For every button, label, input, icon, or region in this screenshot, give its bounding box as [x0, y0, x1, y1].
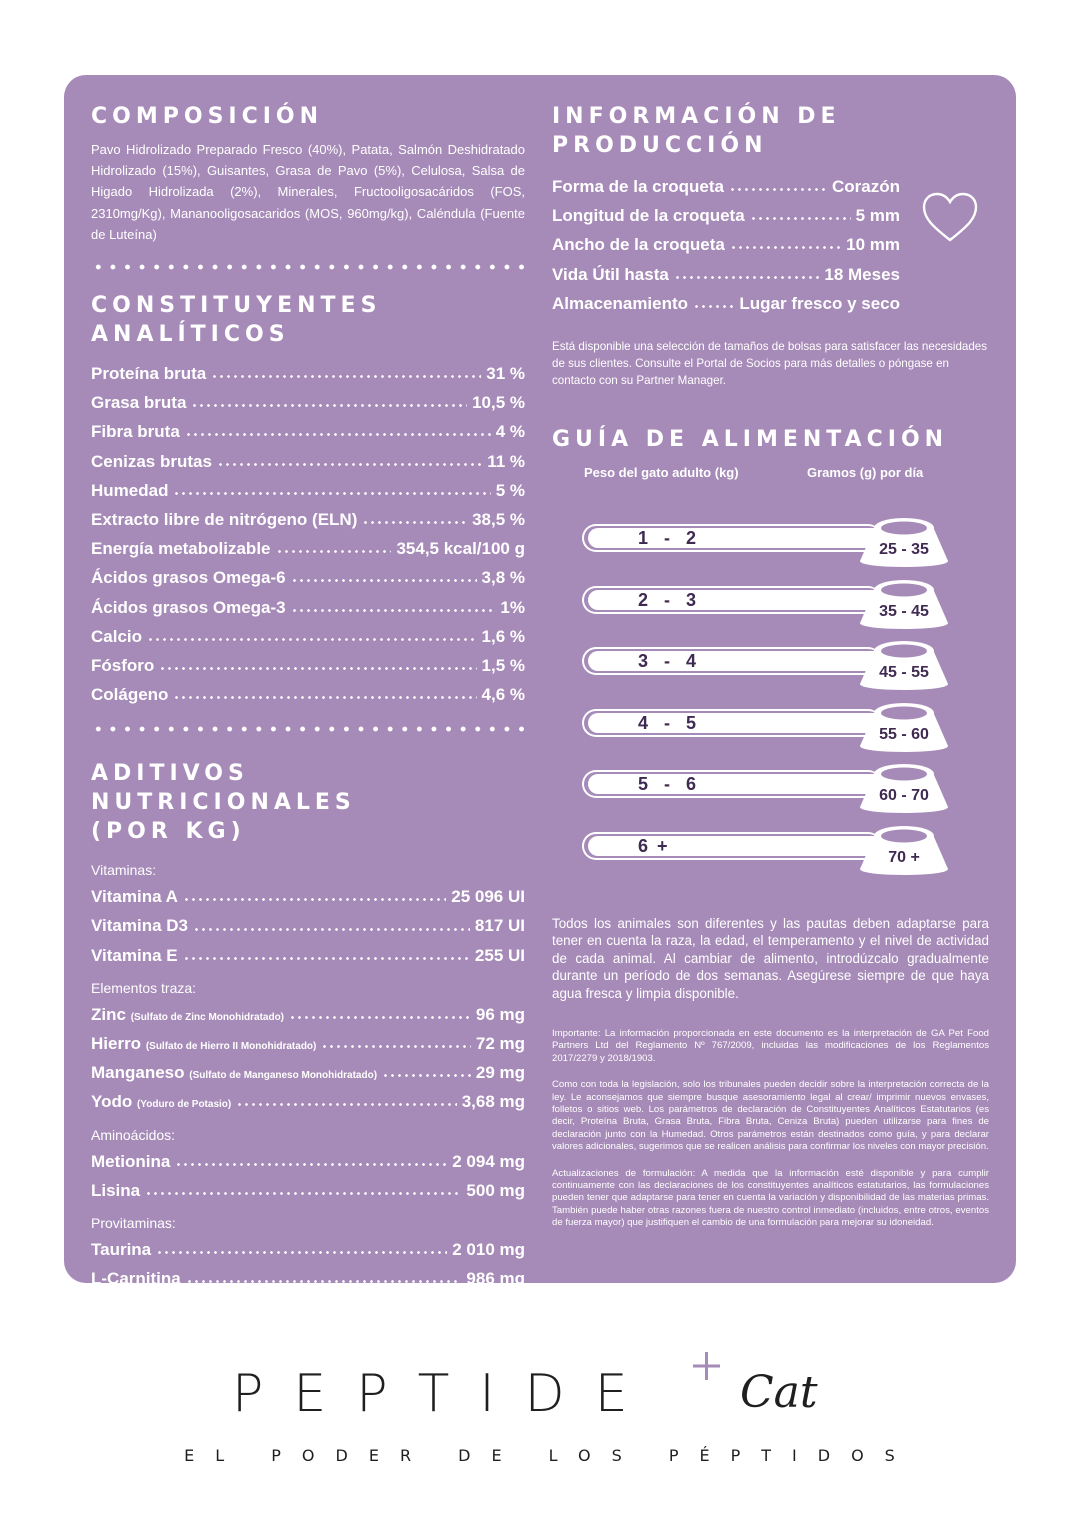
dot-leader	[693, 305, 734, 308]
row-label	[91, 563, 286, 592]
weight-pill-fill	[588, 590, 880, 610]
heart-icon	[922, 192, 978, 244]
row-label-text: Proteína bruta	[91, 364, 207, 384]
dot-leader	[321, 1045, 470, 1048]
analytics-title-line1: CONSTITUYENTES	[91, 293, 382, 319]
row-value: 25 096 UI	[451, 887, 525, 907]
row-label	[91, 476, 168, 505]
row-label-text: Cenizas brutas	[91, 451, 212, 471]
dot-leader	[729, 188, 827, 191]
dot-leader	[730, 246, 841, 249]
brand-tagline: EL PODER DE LOS PÉPTIDOS	[184, 1446, 916, 1465]
row-value: 10,5 %	[472, 393, 525, 413]
row-value: 11 %	[487, 451, 525, 471]
legal-p3: Actualizaciones de formulación: A medida que la información esté disponible y para cumplir continuamente con las declaraciones de los constituyentes analíticos estatutarios, las formulaciones pueden tener que adaptarse para tener en cuenta la variación y disponibilidad de las materias primas. También puede haber otras razones fuera de nuestro control inmediato (incluidos, entre otros, eventos de fuerza mayor) que justifiquen el cambio de una formulación para mejorar su idoneidad.	[552, 1167, 989, 1229]
production-title-line1: INFORMACIÓN DE	[552, 104, 841, 129]
weight-pill	[582, 524, 882, 552]
row-label	[91, 1058, 377, 1090]
row-label	[91, 882, 178, 911]
dot-leader	[186, 1280, 462, 1283]
vitamins-list	[91, 882, 525, 970]
feeding-note-text: Todos los animales son diferentes y las pautas deben adaptarse para tener en cuenta la raza, la edad, el temperamento y el nivel de actividad de cada animal. Al cambiar de alimento, introdúzcalo gradualmente durante un período de dos semanas. Asegúrese siempre de que haya agua fresca y limpia disponible.	[552, 916, 989, 1001]
analytics-title	[91, 291, 525, 349]
grams-value: 70 +	[888, 849, 920, 866]
grams-value: 25 - 35	[879, 541, 929, 558]
row-value: 2 094 mg	[452, 1151, 525, 1171]
row-label-text: Vida Útil hasta	[552, 264, 669, 284]
dot-leader	[291, 609, 496, 612]
list-item	[552, 289, 900, 318]
dot-leader	[183, 898, 446, 901]
list-item	[91, 505, 525, 534]
list-item	[91, 534, 525, 563]
provit-list	[91, 1235, 525, 1293]
row-label-text: Ácidos grasos Omega-3	[91, 597, 286, 617]
row-label-text: L-Carnitina	[91, 1269, 181, 1289]
row-label	[91, 651, 154, 680]
row-value: 354,5 kcal/100 g	[396, 539, 525, 559]
dot-leader	[289, 1016, 471, 1019]
dot-leader	[291, 579, 477, 582]
row-value: 10 mm	[846, 235, 900, 255]
row-value: Lugar fresco y seco	[739, 293, 900, 313]
row-label	[91, 1087, 231, 1119]
dot-leader	[173, 492, 490, 495]
row-label-text: Ancho de la croqueta	[552, 235, 725, 255]
row-value: 1%	[500, 597, 525, 617]
list-item	[91, 1176, 525, 1205]
list-item	[91, 1264, 525, 1293]
row-value: 4 %	[495, 422, 525, 442]
dot-leader	[173, 696, 476, 699]
weight-range: 6 +	[638, 836, 670, 856]
row-value: 1,6 %	[481, 626, 525, 646]
row-label-text: Colágeno	[91, 685, 169, 705]
dot-leader	[156, 1251, 447, 1254]
weight-range: 5 - 6	[638, 774, 699, 795]
list-item	[91, 1058, 525, 1087]
dot-leader	[382, 1074, 471, 1077]
list-item	[91, 1147, 525, 1176]
additives-title	[91, 759, 525, 846]
row-label	[91, 1176, 140, 1205]
row-label-text: Forma de la croqueta	[552, 177, 724, 196]
row-value: 5 mm	[855, 206, 900, 226]
dot-leader	[183, 957, 470, 960]
dot-leader	[145, 1192, 461, 1195]
feeding-title: GUÍA DE ALIMENTACIÓN	[552, 426, 949, 452]
row-label-text: Longitud de la croqueta	[552, 206, 745, 226]
list-item	[91, 359, 525, 388]
row-label-text: Fibra bruta	[91, 422, 180, 442]
row-label	[91, 1235, 151, 1264]
list-item	[91, 622, 525, 651]
weight-pill	[582, 832, 882, 860]
list-item	[552, 260, 900, 289]
row-label-text: Vitamina E	[91, 945, 178, 965]
weight-pill-fill	[588, 528, 880, 548]
row-label	[91, 941, 178, 970]
list-item	[91, 680, 525, 709]
row-label	[91, 1000, 284, 1032]
feeding-note	[552, 915, 989, 1002]
grams-value: 45 - 55	[879, 664, 929, 682]
right-column	[552, 102, 989, 454]
row-label	[91, 1147, 170, 1176]
brand-suffix: Cat	[740, 1367, 818, 1418]
row-label	[91, 622, 142, 651]
vitamins-label: Vitaminas:	[91, 862, 157, 879]
row-value: 2 010 mg	[452, 1239, 525, 1259]
row-label-text: Humedad	[91, 480, 169, 500]
dot-leader	[147, 638, 476, 641]
row-label-text: Grasa bruta	[91, 393, 187, 413]
row-label-text: Extracto libre de nitrógeno (ELN)	[91, 509, 358, 529]
left-column	[91, 102, 525, 1293]
weight-pill-fill	[588, 713, 880, 733]
row-value: 5 %	[495, 480, 525, 500]
row-label-note: (Sulfato de Zinc Monohidratado)	[130, 1011, 285, 1023]
row-value: 38,5 %	[472, 509, 525, 529]
row-value: 72 mg	[475, 1034, 525, 1054]
row-value: 3,68 mg	[461, 1092, 525, 1112]
row-value: 255 UI	[474, 945, 525, 965]
list-item	[552, 172, 900, 201]
list-item	[91, 1029, 525, 1058]
row-label	[91, 505, 357, 534]
feeding-row	[582, 638, 954, 696]
dot-leader	[750, 217, 851, 220]
weight-pill-fill	[588, 774, 880, 794]
row-value: 500 mg	[466, 1180, 525, 1200]
list-item	[91, 593, 525, 622]
row-label-text: Fósforo	[91, 655, 155, 675]
row-label-text: Ácidos grasos Omega-6	[91, 568, 286, 588]
feeding-row	[582, 577, 954, 635]
production-title-line2: PRODUCCIÓN	[552, 133, 768, 158]
list-item	[91, 882, 525, 911]
dotted-divider	[91, 263, 525, 271]
row-label	[91, 1264, 181, 1293]
row-label-text: Almacenamiento	[552, 293, 689, 313]
list-item	[91, 1000, 525, 1029]
row-label-note: (Sulfato de Manganeso Monohidratado)	[189, 1070, 378, 1082]
legal-p1: Importante: La información proporcionada en este documento es la interpretación de GA Pet Food Partners Ltd del Reglamento Nº 767/2009, incluidas las modificaciones de los Reglamentos 2017/2279 y 2018/1903.	[552, 1028, 989, 1064]
row-label	[91, 911, 188, 940]
weight-range: 1 - 2	[638, 528, 699, 548]
plus-icon	[690, 1350, 724, 1384]
analytics-list	[91, 359, 525, 709]
dot-leader	[236, 1103, 456, 1106]
dot-leader	[674, 276, 820, 279]
analytics-title-line2: ANALÍTICOS	[91, 322, 290, 348]
row-value: 96 mg	[475, 1004, 525, 1024]
row-label-text: Hierro	[91, 1034, 142, 1054]
weight-range: 4 - 5	[638, 712, 699, 733]
weight-pill	[582, 586, 882, 614]
row-label	[91, 680, 168, 709]
dot-leader	[185, 433, 491, 436]
row-value: 31 %	[486, 364, 525, 384]
weight-pill	[582, 647, 882, 675]
additives-title-line2: (POR KG)	[91, 819, 246, 845]
row-label-text: Energía metabolizable	[91, 539, 271, 559]
dot-leader	[175, 1163, 447, 1166]
row-label	[552, 260, 669, 289]
production-title	[552, 102, 989, 160]
feeding-row	[582, 700, 954, 758]
weight-pill	[582, 709, 882, 737]
dotted-divider	[91, 725, 525, 733]
weight-range: 2 - 3	[638, 589, 699, 610]
row-label-text: Taurina	[91, 1239, 152, 1259]
dot-leader	[362, 521, 467, 524]
row-label-text: Calcio	[91, 626, 143, 646]
list-item	[552, 201, 900, 230]
row-label	[91, 359, 206, 388]
dot-leader	[211, 375, 481, 378]
feeding-row	[582, 823, 954, 881]
legal-p2: Como con toda la legislación, solo los tribunales pueden decidir sobre la interpretación correcta de la ley. Le aconsejamos que siempre busque asesoramiento legal al crear/ imprimir nuevos envases, folletos o sitios web. Los parámetros de declaración de Constituyentes Analíticos Estatutarios (es decir, Proteína Bruta, Grasa Bruta, Fibra Bruta, Ceniza Bruta) pueden utilizarse para fines de declaración junto con la Humedad. Otros parámetros están destinados como guía, y para declarar valores adicionales, sugerimos que se realicen análisis para confirmar los niveles con mayor precisión.	[552, 1079, 989, 1153]
row-value: 18 Meses	[824, 264, 900, 284]
row-label	[91, 447, 212, 476]
weight-range: 3 - 4	[638, 651, 699, 672]
legal-notes	[552, 1028, 989, 1230]
list-item	[91, 417, 525, 446]
brand-logo	[0, 1350, 1080, 1430]
dot-leader	[193, 928, 470, 931]
feeding-col-grams: Gramos (g) por día	[807, 465, 924, 480]
row-value: 29 mg	[475, 1063, 525, 1083]
row-label	[552, 201, 745, 230]
row-label	[91, 388, 186, 417]
row-value: 986 mg	[466, 1269, 525, 1289]
list-item	[91, 941, 525, 970]
amino-list	[91, 1147, 525, 1205]
production-note: Está disponible una selección de tamaños de bolsas para satisfacer las necesidades de sus clientes. Consulte el Portal de Socios para más detalles o póngase en contacto con su Partner Manager.	[552, 339, 988, 387]
row-label-text: Vitamina D3	[91, 916, 189, 936]
row-value: 4,6 %	[481, 685, 525, 705]
weight-pill-fill	[588, 651, 880, 671]
weight-pill-fill	[588, 836, 880, 856]
list-item	[91, 1087, 525, 1116]
row-label	[91, 593, 286, 622]
provit-label: Provitaminas:	[91, 1214, 176, 1231]
row-label-text: Manganeso	[91, 1063, 185, 1083]
composition-title: COMPOSICIÓN	[91, 104, 324, 129]
row-value: Corazón	[832, 177, 900, 196]
row-label-note: (Yoduro de Potasio)	[136, 1099, 232, 1111]
grams-value: 35 - 45	[879, 602, 929, 620]
additives-title-line1: ADITIVOS NUTRICIONALES	[91, 761, 356, 816]
list-item	[552, 230, 900, 259]
dot-leader	[276, 550, 392, 553]
trace-label: Elementos traza:	[91, 979, 197, 996]
row-label	[552, 172, 724, 201]
grams-value: 55 - 60	[879, 725, 929, 743]
row-label	[91, 534, 271, 563]
row-label	[552, 289, 688, 318]
row-label-text: Vitamina A	[91, 887, 178, 907]
row-value: 1,5 %	[481, 655, 525, 675]
trace-list	[91, 1000, 525, 1117]
dot-leader	[159, 667, 476, 670]
row-value: 3,8 %	[481, 568, 525, 588]
composition-text: Pavo Hidrolizado Preparado Fresco (40%), Patata, Salmón Deshidratado Hidrolizado (15%), Guisantes, Grasa de Pavo (5%), Celulosa, Salsa de Higado Hidrolizada (2%), Minerales, Fructooligosacáridos (FOS, 2310mg/Kg), Mananooligosacaridos (MOS, 960mg/kg), Caléndula (Fuente de Luteína)	[91, 142, 525, 242]
grams-value: 60 - 70	[879, 787, 929, 805]
row-label-text: Metionina	[91, 1151, 171, 1171]
feeding-row	[582, 515, 954, 573]
row-label	[91, 417, 180, 446]
row-value: 817 UI	[474, 916, 525, 936]
feeding-row	[582, 761, 954, 819]
row-label-note: (Sulfato de Hierro II Monohidratado)	[145, 1041, 317, 1053]
list-item	[91, 1235, 525, 1264]
list-item	[91, 388, 525, 417]
row-label-text: Lisina	[91, 1180, 141, 1200]
list-item	[91, 447, 525, 476]
row-label-text: Yodo	[91, 1092, 133, 1112]
dot-leader	[217, 463, 482, 466]
weight-pill	[582, 770, 882, 798]
row-label-text: Zinc	[91, 1004, 126, 1024]
list-item	[91, 911, 525, 940]
row-label	[91, 1029, 316, 1061]
list-item	[91, 476, 525, 505]
list-item	[91, 563, 525, 592]
dot-leader	[191, 404, 467, 407]
brand-name: PEPTIDE	[232, 1364, 658, 1424]
row-label	[552, 230, 725, 259]
list-item	[91, 651, 525, 680]
amino-label: Aminoácidos:	[91, 1126, 176, 1143]
feeding-col-weight: Peso del gato adulto (kg)	[584, 465, 739, 480]
